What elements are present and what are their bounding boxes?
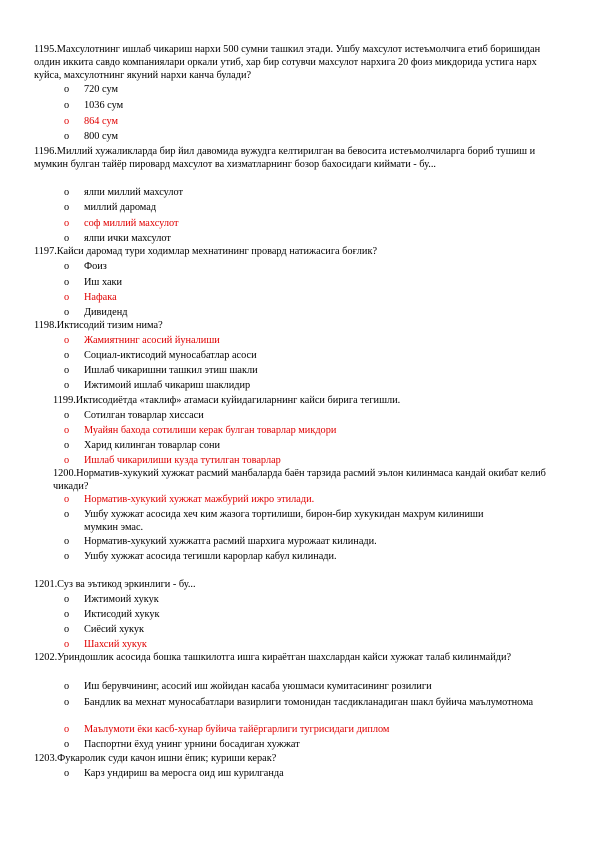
bullet: o [64,335,70,346]
option-text: Иктисодий хукук [84,609,160,620]
bullet: o [64,380,70,391]
option-text: Ижтимоий хукук [84,594,159,605]
option-text: Шахсий хукук [84,639,147,650]
option-text: Ушбу хужжат асосида хеч ким жазога тортилиши, бирон-бир хукукидан махрум килиниши мумкин эмас. [84,509,484,533]
option-1202-a[interactable] [64,680,544,693]
bullet: o [64,681,70,692]
option-1201-b[interactable] [64,608,544,621]
option-1197-c-correct[interactable] [64,291,544,304]
option-text: Норматив-хукукий хужжат мажбурий ижро этилади. [84,494,315,505]
option-1203-a[interactable] [64,767,544,780]
option-1200-d[interactable] [64,550,544,563]
option-1195-b[interactable] [64,99,544,112]
option-text: Иш берувчининг, асосий иш жойидан касаба уюшмаси кумитасининг розилиги [84,681,432,692]
bullet: o [64,425,70,436]
option-1201-c[interactable] [64,623,544,636]
bullet: o [64,494,70,505]
bullet: o [64,350,70,361]
bullet: o [64,116,70,127]
option-text: Сиёсий хукук [84,624,145,635]
option-text: Сотилган товарлар хиссаси [84,410,204,421]
option-text: Маълумоти ёки касб-хунар буйича тайёргарлиги тугрисидаги диплом [84,724,390,735]
question-1202: 1202.Уриндошлик асосида бошка ташкилотга ишга кираётган шахслардан кайси хужжат талаб килинмайди? [34,652,512,663]
option-1195-a[interactable] [64,83,544,96]
bullet: o [64,365,70,376]
option-1197-a[interactable] [64,260,544,273]
bullet: o [64,277,70,288]
option-1198-b[interactable] [64,349,544,362]
option-1202-d[interactable] [64,738,544,751]
bullet: o [64,768,70,779]
option-text: Харид килинган товарлар сони [84,440,221,451]
option-1202-c-correct[interactable] [64,723,544,736]
option-1195-c-correct[interactable] [64,115,544,128]
option-text: Ишлаб чикарилиши кузда тутилган товарлар [84,455,281,466]
bullet: o [64,509,70,520]
question-1199: 1199.Иктисодиётда «таклиф» атамаси куйидагиларнинг кайси бирига тегишли. [53,395,401,406]
question-1201: 1201.Суз ва эътикод эркинлиги - бу... [34,579,196,590]
option-text: 800 сум [84,131,118,142]
bullet: o [64,410,70,421]
bullet: o [64,440,70,451]
option-text: Ижтимоий ишлаб чикариш шаклидир [84,380,251,391]
question-1196: 1196.Миллий хужаликларда бир йил давомида вужудга келтирилган ва бевосита истеъмолчиларга бориб тушиш и мумкин булган тайёр пировард махсулот ва хизматларнинг бозор бахосидаги киймати - бу... [34,146,536,170]
option-text: Нафака [84,292,117,303]
bullet: o [64,551,70,562]
bullet: o [64,739,70,750]
option-1202-b[interactable] [64,696,534,709]
bullet: o [64,261,70,272]
option-text: Муайян бахода сотилиши керак булган товарлар микдори [84,425,337,436]
bullet: o [64,594,70,605]
option-1198-d[interactable] [64,379,544,392]
option-text: Ишлаб чикаришни ташкил этиш шакли [84,365,258,376]
bullet: o [64,292,70,303]
bullet: o [64,218,70,229]
option-1200-a-correct[interactable] [64,493,544,506]
option-1198-a-correct[interactable] [64,334,544,347]
option-text: Бандлик ва мехнат муносабатлари вазирлиги томонидан тасдикланадиган шакл буйича маълумотнома [84,697,534,708]
option-text: Дивиденд [84,307,128,318]
bullet: o [64,202,70,213]
option-text: ялпи ички махсулот [84,233,171,244]
option-text: 1036 сум [84,100,124,111]
bullet: o [64,307,70,318]
bullet: o [64,100,70,111]
option-text: 864 сум [84,116,118,127]
bullet: o [64,187,70,198]
option-text: соф миллий махсулот [84,218,179,229]
option-1199-c[interactable] [64,439,544,452]
option-1201-a[interactable] [64,593,544,606]
question-1195: 1195.Махсулотнинг ишлаб чикариш нархи 500 сумни ташкил этади. Ушбу махсулот истеъмолчига етиб боришидан олдин иккита савдо компаниялари оркали утиб, хар бир сотувчи махсулот нархига 20 фоиз микдорида устига нарх куйса, махсулотнинг якуний нархи канча булади? [34,44,541,81]
bullet: o [64,233,70,244]
option-text: Социал-иктисодий муносабатлар асоси [84,350,257,361]
option-1199-b-correct[interactable] [64,424,544,437]
bullet: o [64,724,70,735]
question-1197: 1197.Кайси даромад тури ходимлар мехнатининг провард натижасига боғлик? [34,246,378,257]
option-text: Фоиз [84,261,107,272]
option-1200-c[interactable] [64,535,544,548]
option-1196-a[interactable] [64,186,544,199]
bullet: o [64,455,70,466]
option-text: Иш хаки [84,277,123,288]
option-1197-b[interactable] [64,276,544,289]
option-text: миллий даромад [84,202,157,213]
option-text: Жамиятнинг асосий йуналиши [84,335,220,346]
option-text: ялпи миллий махсулот [84,187,184,198]
bullet: o [64,639,70,650]
bullet: o [64,84,70,95]
option-1201-d-correct[interactable] [64,638,544,651]
option-1196-d[interactable] [64,232,544,245]
option-1199-a[interactable] [64,409,544,422]
option-1198-c[interactable] [64,364,544,377]
bullet: o [64,624,70,635]
bullet: o [64,536,70,547]
option-1196-c-correct[interactable] [64,217,544,230]
option-text: Карз ундириш ва меросга оид иш курилганда [84,768,284,779]
option-1200-b[interactable] [64,508,514,534]
option-text: Ушбу хужжат асосида тегишли карорлар кабул килинади. [84,551,337,562]
option-1195-d[interactable] [64,130,544,143]
option-text: Паспортни ёхуд унинг урнини босадиган хужжат [84,739,300,750]
option-text: 720 сум [84,84,118,95]
option-text: Норматив-хукукий хужжатга расмий шархига мурожаат килинади. [84,536,377,547]
bullet: o [64,697,70,708]
option-1199-d[interactable] [64,454,544,467]
option-1196-b[interactable] [64,201,544,214]
bullet: o [64,609,70,620]
question-1198: 1198.Иктисодий тизим нима? [34,320,163,331]
question-1200: 1200.Норматив-хукукий хужжат расмий манбаларда баён тарзида расмий эълон килинмаса кандай окибат келиб чикади? [53,468,546,492]
bullet: o [64,131,70,142]
question-1203: 1203.Фукаролик суди качон ишни ёпик; куриши керак? [34,753,277,764]
option-1197-d[interactable] [64,306,544,319]
